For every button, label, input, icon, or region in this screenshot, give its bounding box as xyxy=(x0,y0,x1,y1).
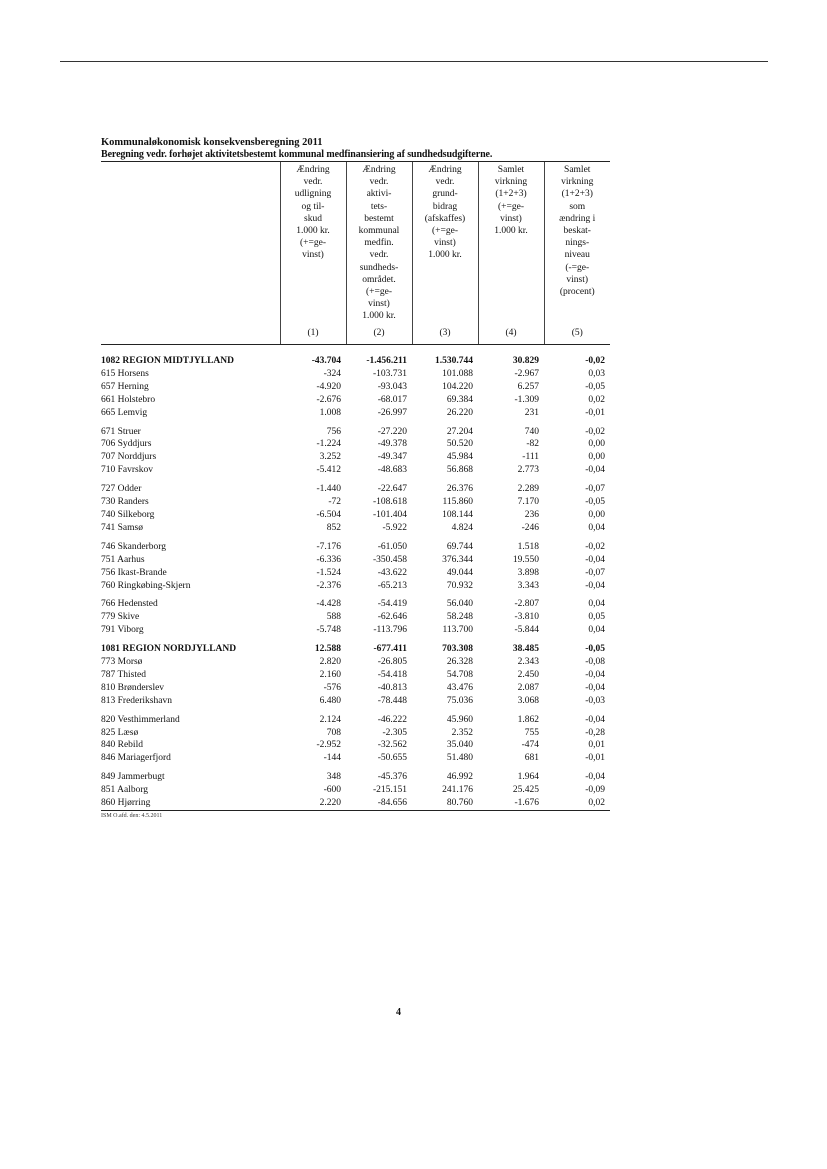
cell-col-4: 30.829 xyxy=(512,356,539,366)
cell-col-2: -68.017 xyxy=(377,394,407,405)
row-name: 1081 REGION NORDJYLLAND xyxy=(101,644,237,655)
municipality-row xyxy=(101,771,610,784)
cell-col-4: -2.807 xyxy=(514,599,539,610)
region-row xyxy=(101,355,610,368)
cell-col-1: -7.176 xyxy=(316,541,341,552)
cell-col-4: -82 xyxy=(526,439,539,450)
cell-col-4: -474 xyxy=(521,740,539,751)
municipality-row xyxy=(101,483,610,496)
cell-col-5: 0,04 xyxy=(588,599,605,610)
row-name: 787 Thisted xyxy=(101,669,146,680)
column-number: (4) xyxy=(505,328,517,339)
municipality-row xyxy=(101,368,610,381)
cell-col-1: 2.160 xyxy=(319,669,341,680)
cell-col-4: 3.898 xyxy=(517,567,539,578)
cell-col-4: 38.485 xyxy=(512,644,539,655)
cell-col-2: -113.796 xyxy=(373,625,407,636)
cell-col-3: 69.744 xyxy=(446,541,473,552)
cell-col-2: -43.622 xyxy=(377,567,407,578)
cell-col-1: 1.008 xyxy=(319,407,341,418)
source-note: ISM O.afd. den: 4.5.2011 xyxy=(101,813,163,819)
row-name: 741 Samsø xyxy=(101,522,143,533)
row-name: 707 Norddjurs xyxy=(101,452,157,463)
cell-col-5: 0,01 xyxy=(588,740,605,751)
cell-col-5: 0,03 xyxy=(588,368,605,379)
column-number: (1) xyxy=(307,328,319,339)
cell-col-1: -2.952 xyxy=(316,740,341,751)
cell-col-3: 51.480 xyxy=(446,753,473,764)
cell-col-5: -0,28 xyxy=(585,727,605,738)
municipality-row xyxy=(101,611,610,624)
cell-col-5: -0,09 xyxy=(585,785,605,796)
municipality-row xyxy=(101,407,610,420)
row-name: 710 Favrskov xyxy=(101,465,153,476)
cell-col-3: 35.040 xyxy=(446,740,473,751)
cell-col-5: 0,02 xyxy=(588,394,605,405)
cell-col-4: 755 xyxy=(524,727,539,738)
cell-col-5: -0,03 xyxy=(585,695,605,706)
municipality-row xyxy=(101,554,610,567)
cell-col-4: 2.087 xyxy=(517,682,539,693)
region-row xyxy=(101,643,610,656)
municipality-row xyxy=(101,695,610,708)
cell-col-2: -32.562 xyxy=(377,740,407,751)
municipality-row xyxy=(101,522,610,535)
cell-col-2: -2.305 xyxy=(382,727,407,738)
cell-col-3: 101.088 xyxy=(442,368,473,379)
cell-col-1: -5.412 xyxy=(316,465,341,476)
cell-col-2: -93.043 xyxy=(377,381,407,392)
row-name: 779 Skive xyxy=(101,612,140,623)
row-name: 820 Vesthimmerland xyxy=(101,714,180,725)
cell-col-5: 0,04 xyxy=(588,522,605,533)
row-name: 1082 REGION MIDTJYLLAND xyxy=(101,356,235,366)
column-header xyxy=(346,162,412,345)
row-name: 773 Morsø xyxy=(101,657,143,668)
header-rule xyxy=(60,61,768,62)
cell-col-3: 56.868 xyxy=(446,465,473,476)
cell-col-4: -1.309 xyxy=(514,394,539,405)
cell-col-5: -0,01 xyxy=(585,753,605,764)
municipality-row xyxy=(101,496,610,509)
cell-col-5: -0,04 xyxy=(585,580,605,591)
row-name: 665 Lemvig xyxy=(101,407,148,418)
cell-col-4: -111 xyxy=(522,452,539,463)
cell-col-4: -2.967 xyxy=(514,368,539,379)
cell-col-5: -0,01 xyxy=(585,407,605,418)
cell-col-2: -48.683 xyxy=(377,465,407,476)
municipality-row xyxy=(101,438,610,451)
row-name: 657 Herning xyxy=(101,381,149,392)
spacer-row xyxy=(101,345,610,356)
municipality-row xyxy=(101,451,610,464)
cell-col-5: 0,00 xyxy=(588,509,605,520)
cell-col-3: 43.476 xyxy=(446,682,473,693)
cell-col-3: 50.520 xyxy=(446,439,473,450)
row-name: 860 Hjørring xyxy=(101,797,280,810)
cell-col-2: -40.813 xyxy=(377,682,407,693)
cell-col-5: 0,04 xyxy=(588,625,605,636)
cell-col-2: -5.922 xyxy=(382,522,407,533)
row-name: 740 Silkeborg xyxy=(101,509,155,520)
cell-col-1: 348 xyxy=(326,772,341,783)
row-name: 825 Læsø xyxy=(101,727,139,738)
cell-col-4: 236 xyxy=(524,509,539,520)
cell-col-3: 1.530.744 xyxy=(435,356,473,366)
row-name: 766 Hedensted xyxy=(101,599,158,610)
cell-col-2: -61.050 xyxy=(377,541,407,552)
row-name: 851 Aalborg xyxy=(101,785,149,796)
cell-col-1: 6.480 xyxy=(319,695,341,706)
column-header xyxy=(412,162,478,345)
cell-col-4: 681 xyxy=(524,753,539,764)
cell-col-2: -65.213 xyxy=(377,580,407,591)
cell-col-1: -600 xyxy=(323,785,341,796)
row-name: 846 Mariagerfjord xyxy=(101,753,171,764)
municipality-row xyxy=(101,580,610,593)
row-name: 727 Odder xyxy=(101,484,142,495)
cell-col-5: 0,02 xyxy=(544,797,610,810)
cell-col-1: 708 xyxy=(326,727,341,738)
cell-col-5: 0,00 xyxy=(588,439,605,450)
municipality-row xyxy=(101,739,610,752)
cell-col-5: -0,02 xyxy=(585,541,605,552)
row-name: 730 Randers xyxy=(101,497,149,508)
data-table xyxy=(101,161,610,811)
cell-col-4: 2.773 xyxy=(517,465,539,476)
cell-col-2: -26.997 xyxy=(377,407,407,418)
header-blank xyxy=(101,162,280,345)
cell-col-5: -0,04 xyxy=(585,772,605,783)
cell-col-1: -1.440 xyxy=(316,484,341,495)
cell-col-5: -0,05 xyxy=(585,381,605,392)
cell-col-2: -54.419 xyxy=(377,599,407,610)
cell-col-1: -576 xyxy=(323,682,341,693)
row-name: 840 Rebild xyxy=(101,740,143,751)
cell-col-2: -26.805 xyxy=(377,657,407,668)
cell-col-3: 104.220 xyxy=(442,381,473,392)
column-header xyxy=(478,162,544,345)
cell-col-3: 703.308 xyxy=(442,644,473,655)
cell-col-4: 2.343 xyxy=(517,657,539,668)
cell-col-3: 54.708 xyxy=(446,669,473,680)
cell-col-5: -0,04 xyxy=(585,682,605,693)
cell-col-2: -46.222 xyxy=(377,714,407,725)
municipality-row xyxy=(101,784,610,797)
cell-col-1: -6.504 xyxy=(316,509,341,520)
cell-col-1: 588 xyxy=(326,612,341,623)
table-body xyxy=(101,345,610,811)
cell-col-3: 108.144 xyxy=(442,509,473,520)
row-name: 791 Viborg xyxy=(101,625,144,636)
cell-col-3: 241.176 xyxy=(442,785,473,796)
page-number: 4 xyxy=(396,1007,401,1018)
cell-col-2: -108.618 xyxy=(372,497,407,508)
row-name: 746 Skanderborg xyxy=(101,541,166,552)
cell-col-3: 58.248 xyxy=(446,612,473,623)
cell-col-5: -0,02 xyxy=(585,356,605,366)
cell-col-1: -4.920 xyxy=(316,381,341,392)
cell-col-3: 26.328 xyxy=(446,657,473,668)
cell-col-1: 2.220 xyxy=(280,797,346,810)
cell-col-4: 1.964 xyxy=(517,772,539,783)
cell-col-5: -0,08 xyxy=(585,657,605,668)
cell-col-2: -1.456.211 xyxy=(366,356,407,366)
cell-col-3: 26.376 xyxy=(446,484,473,495)
cell-col-4: 3.068 xyxy=(517,695,539,706)
cell-col-2: -22.647 xyxy=(377,484,407,495)
cell-col-3: 115.860 xyxy=(442,497,473,508)
column-number: (5) xyxy=(571,328,583,339)
row-name: 706 Syddjurs xyxy=(101,439,152,450)
column-header-text: Ændring vedr. aktivi- tets- bestemt kommunal medfin. vedr. sundheds- området. (+=ge- vinst) 1.000 kr. xyxy=(358,165,400,322)
cell-col-5: -0,02 xyxy=(585,426,605,437)
cell-col-1: -5.748 xyxy=(316,625,341,636)
cell-col-2: -62.646 xyxy=(377,612,407,623)
cell-col-2: -54.418 xyxy=(377,669,407,680)
cell-col-1: -43.704 xyxy=(311,356,341,366)
row-name: 813 Frederikshavn xyxy=(101,695,172,706)
cell-col-2: -215.151 xyxy=(372,785,407,796)
cell-col-3: 26.220 xyxy=(446,407,473,418)
cell-col-4: 2.450 xyxy=(517,669,539,680)
cell-col-3: 376.344 xyxy=(442,554,473,565)
cell-col-2: -49.378 xyxy=(377,439,407,450)
cell-col-1: -72 xyxy=(328,497,341,508)
municipality-row xyxy=(101,394,610,407)
cell-col-3: 2.352 xyxy=(451,727,473,738)
cell-col-4: 1.518 xyxy=(517,541,539,552)
cell-col-5: -0,04 xyxy=(585,669,605,680)
row-name: 849 Jammerbugt xyxy=(101,772,165,783)
cell-col-4: 6.257 xyxy=(517,381,539,392)
municipality-row xyxy=(101,381,610,394)
cell-col-3: 75.036 xyxy=(446,695,473,706)
cell-col-3: 45.960 xyxy=(446,714,473,725)
column-header xyxy=(544,162,610,345)
cell-col-5: -0,05 xyxy=(585,644,605,655)
table-subtitle: Beregning vedr. forhøjet aktivitetsbestemt kommunal medfinansiering af sundhedsudgifterne. xyxy=(101,149,493,160)
cell-col-3: 113.700 xyxy=(442,625,473,636)
cell-col-5: -0,05 xyxy=(585,497,605,508)
municipality-row xyxy=(101,567,610,580)
cell-col-3: 56.040 xyxy=(446,599,473,610)
municipality-row xyxy=(101,714,610,727)
cell-col-4: -5.844 xyxy=(514,625,539,636)
row-name: 810 Brønderslev xyxy=(101,682,165,693)
cell-col-1: 2.124 xyxy=(319,714,341,725)
cell-col-4: 231 xyxy=(524,407,539,418)
cell-col-1: -6.336 xyxy=(316,554,341,565)
cell-col-1: 2.820 xyxy=(319,657,341,668)
document-body xyxy=(101,137,609,821)
cell-col-2: -27.220 xyxy=(377,426,407,437)
cell-col-3: 27.204 xyxy=(446,426,473,437)
municipality-row xyxy=(101,669,610,682)
municipality-row xyxy=(101,541,610,554)
cell-col-2: -101.404 xyxy=(372,509,407,520)
cell-col-4: 2.289 xyxy=(517,484,539,495)
cell-col-1: -2.376 xyxy=(316,580,341,591)
column-number: (3) xyxy=(439,328,451,339)
cell-col-4: -1.676 xyxy=(478,797,544,810)
table-header-row xyxy=(101,162,610,345)
municipality-row xyxy=(101,624,610,637)
column-number: (2) xyxy=(373,328,385,339)
cell-col-3: 45.984 xyxy=(446,452,473,463)
cell-col-3: 46.992 xyxy=(446,772,473,783)
cell-col-2: -103.731 xyxy=(372,368,407,379)
cell-col-2: -677.411 xyxy=(373,644,407,655)
column-header-text: Samlet virkning (1+2+3) som ændring i beskat- nings- niveau (-=ge- vinst) (procent) xyxy=(559,165,596,298)
municipality-row xyxy=(101,509,610,522)
municipality-row xyxy=(101,426,610,439)
cell-col-4: 19.550 xyxy=(512,554,539,565)
cell-col-2: -78.448 xyxy=(377,695,407,706)
municipality-row xyxy=(101,797,610,810)
cell-col-1: 852 xyxy=(326,522,341,533)
cell-col-1: 12.588 xyxy=(314,644,341,655)
municipality-row xyxy=(101,682,610,695)
cell-col-4: 1.862 xyxy=(517,714,539,725)
municipality-row xyxy=(101,656,610,669)
cell-col-2: -84.656 xyxy=(346,797,412,810)
row-name: 756 Ikast-Brande xyxy=(101,567,167,578)
cell-col-4: -3.810 xyxy=(514,612,539,623)
column-header xyxy=(280,162,346,345)
row-name: 615 Horsens xyxy=(101,368,149,379)
cell-col-3: 49.044 xyxy=(446,567,473,578)
cell-col-1: -1.224 xyxy=(316,439,341,450)
municipality-row xyxy=(101,752,610,765)
cell-col-4: 740 xyxy=(524,426,539,437)
cell-col-5: -0,04 xyxy=(585,465,605,476)
cell-col-1: -144 xyxy=(323,753,341,764)
cell-col-1: -2.676 xyxy=(316,394,341,405)
cell-col-4: 7.170 xyxy=(517,497,539,508)
cell-col-2: -45.376 xyxy=(377,772,407,783)
column-header-text: Ændring vedr. udligning og til- skud 1.000 kr. (+=ge- vinst) xyxy=(294,165,332,261)
cell-col-5: -0,07 xyxy=(585,567,605,578)
cell-col-3: 4.824 xyxy=(451,522,473,533)
column-header-text: Samlet virkning (1+2+3) (+=ge- vinst) 1.000 kr. xyxy=(494,165,528,237)
cell-col-1: 3.252 xyxy=(319,452,341,463)
row-name: 760 Ringkøbing-Skjern xyxy=(101,580,191,591)
cell-col-2: -49.347 xyxy=(377,452,407,463)
cell-col-4: 25.425 xyxy=(512,785,539,796)
municipality-row xyxy=(101,727,610,740)
cell-col-5: 0,00 xyxy=(588,452,605,463)
cell-col-4: 3.343 xyxy=(517,580,539,591)
row-name: 751 Aarhus xyxy=(101,554,145,565)
cell-col-2: -350.458 xyxy=(372,554,407,565)
municipality-row xyxy=(101,464,610,477)
cell-col-3: 70.932 xyxy=(446,580,473,591)
column-header-text: Ændring vedr. grund- bidrag (afskaffes) (+=ge- vinst) 1.000 kr. xyxy=(424,165,466,261)
cell-col-3: 69.384 xyxy=(446,394,473,405)
cell-col-1: -1.524 xyxy=(316,567,341,578)
row-name: 661 Holstebro xyxy=(101,394,156,405)
cell-col-5: -0,04 xyxy=(585,714,605,725)
municipality-row xyxy=(101,598,610,611)
cell-col-3: 80.760 xyxy=(412,797,478,810)
cell-col-5: -0,07 xyxy=(585,484,605,495)
cell-col-5: -0,04 xyxy=(585,554,605,565)
cell-col-1: -4.428 xyxy=(316,599,341,610)
cell-col-1: 756 xyxy=(326,426,341,437)
cell-col-1: -324 xyxy=(323,368,341,379)
cell-col-5: 0,05 xyxy=(588,612,605,623)
cell-col-4: -246 xyxy=(521,522,539,533)
table-title: Kommunaløkonomisk konsekvensberegning 2011 xyxy=(101,137,323,148)
cell-col-2: -50.655 xyxy=(377,753,407,764)
row-name: 671 Struer xyxy=(101,426,141,437)
